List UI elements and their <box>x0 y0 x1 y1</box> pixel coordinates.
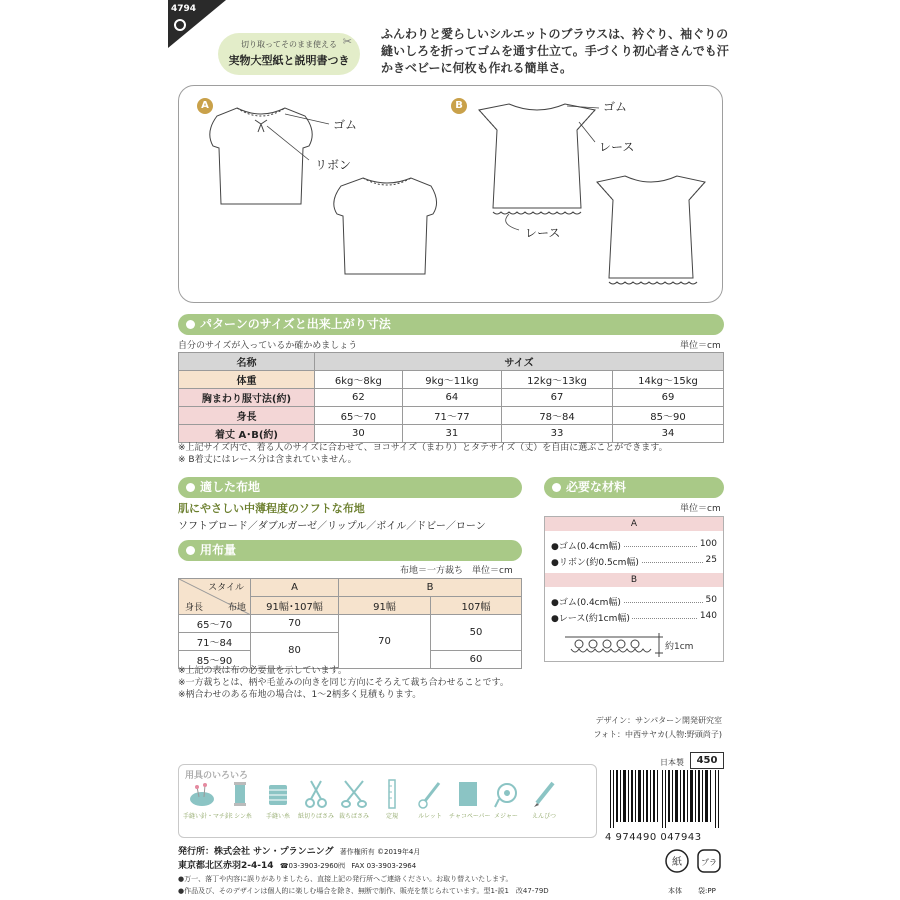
corner-circle-icon <box>174 19 186 31</box>
footer-notes <box>178 873 549 897</box>
fabric-section-title: 適した布地 <box>200 480 261 494</box>
blouse-a-back <box>334 178 437 274</box>
corner-height-label: 身長 <box>185 603 204 613</box>
yardage-col-b: B <box>339 579 522 597</box>
list-item <box>551 611 717 624</box>
made-in-label: 日本製 <box>660 758 684 767</box>
yardage-table <box>178 578 522 669</box>
cell: 62 <box>315 389 403 407</box>
size-footnotes <box>178 442 724 466</box>
badge-title: 実物大型紙と説明書つき <box>228 54 350 67</box>
materials-section-header <box>544 477 724 498</box>
product-code: 4794 <box>171 4 197 14</box>
cell: 64 <box>402 389 501 407</box>
style-a-marker: A <box>197 98 213 114</box>
tool-item <box>525 779 563 820</box>
cell: 50 <box>431 615 522 651</box>
publisher-info <box>178 845 420 873</box>
label-a-ribbon: リボン <box>315 158 352 172</box>
material-name: ●ゴム(0.4cm幅) <box>551 542 621 552</box>
yardage-section-title: 用布量 <box>200 543 237 557</box>
tool-item <box>373 779 411 820</box>
style-b-marker: B <box>451 98 467 114</box>
footnote: ※一方裁ちとは、柄や毛並みの向きを同じ方向にそろえて裁ち合わせることです。 <box>178 678 509 688</box>
table-row <box>179 615 522 633</box>
material-value: 140 <box>699 611 717 621</box>
paper-recycle-icon <box>664 848 690 878</box>
label-a-gom: ゴム <box>333 118 358 132</box>
pencil-icon <box>529 779 559 809</box>
paper-mark-text: 紙 <box>672 857 682 868</box>
paper-recycle-mark <box>664 848 690 874</box>
eco-pp-label: 袋:PP <box>698 887 716 895</box>
publisher-copyright: 著作権所有 ©2019年4月 <box>339 848 421 856</box>
corner-fabric-label: 布地 <box>227 603 246 613</box>
tool-label: 定規 <box>385 813 398 820</box>
tool-label: 手縫い針・マチ針 <box>183 813 232 820</box>
cell: 85〜90 <box>613 407 724 425</box>
material-value: 50 <box>705 595 717 605</box>
paper-scissors-icon <box>301 779 331 809</box>
footnote: ※上記サイズ内で、着る人のサイズに合わせて、ヨコサイズ（まわり）とタテサイズ（丈）を自由に選ぶことができます。 <box>178 443 668 453</box>
tracing-wheel-icon <box>415 779 445 809</box>
tool-item <box>487 779 525 820</box>
thread-spool-icon <box>225 779 255 809</box>
table-row <box>179 389 724 407</box>
lace-sample-icon <box>565 631 665 661</box>
tool-item <box>411 779 449 820</box>
tool-label: 裁ちばさみ <box>338 813 369 820</box>
cell: 60 <box>431 651 522 669</box>
size-section-header <box>178 314 724 335</box>
height-cell: 65〜70 <box>179 615 251 633</box>
yardage-section-header <box>178 540 522 561</box>
tape-measure-icon <box>491 779 521 809</box>
size-note: 自分のサイズが入っているか確かめましょう <box>178 341 358 351</box>
pincushion-icon <box>187 779 217 809</box>
intro-text: ふんわりと愛らしいシルエットのブラウスは、衿ぐり、袖ぐりの縫いしろを折ってゴムを通す仕立て。手づくり初心者さんでも汗かきベビーに何枚も作れる簡単さ。 <box>381 27 729 75</box>
size-col-name: 名称 <box>179 353 315 371</box>
yardage-col-a: A <box>251 579 339 597</box>
pattern-envelope-back <box>168 0 732 900</box>
size-unit: 単位＝cm <box>680 341 721 351</box>
barcode-icon <box>608 770 723 828</box>
materials-box <box>544 516 724 662</box>
cell: 34 <box>613 425 724 443</box>
materials-section-title: 必要な材料 <box>566 480 627 494</box>
yardage-sub-b91: 91幅 <box>339 597 431 615</box>
label-b-lace-1: レース <box>599 140 635 154</box>
tool-label: ミシン糸 <box>228 813 252 820</box>
price-box: 450 <box>690 752 724 769</box>
row-label: 身長 <box>179 407 315 425</box>
size-table <box>178 352 724 443</box>
badge-subtitle: 切り取ってそのまま使える <box>241 40 337 49</box>
tools-panel <box>178 764 597 838</box>
footer-note: ●万一、落丁や内容に誤りがありましたら、直接上記の発行所へご連絡ください。お取り替えいたします。 <box>178 875 513 883</box>
cell: 12kg〜13kg <box>502 371 613 389</box>
height-cell: 71〜84 <box>179 633 251 651</box>
materials-unit: 単位＝cm <box>680 504 721 514</box>
label-b-lace-2: レース <box>525 226 561 240</box>
tool-label: チャコペーパー <box>449 813 491 820</box>
materials-group-a: A <box>545 517 723 531</box>
cell: 70 <box>251 615 339 633</box>
footnote: ※柄合わせのある布地の場合は、1〜2柄多く見積もります。 <box>178 690 422 700</box>
height-cell: 85〜90 <box>179 651 251 669</box>
eco-paper-label: 本体 <box>668 887 682 895</box>
cell: 30 <box>315 425 403 443</box>
cell: 65〜70 <box>315 407 403 425</box>
tool-label: ルレット <box>418 813 442 820</box>
cell: 71〜77 <box>402 407 501 425</box>
cell: 33 <box>502 425 613 443</box>
material-name: ●ゴム(0.4cm幅) <box>551 598 621 608</box>
cell: 78〜84 <box>502 407 613 425</box>
credit-design: デザイン：サンパターン開発研究室 <box>595 716 722 725</box>
cell: 6kg〜8kg <box>315 371 403 389</box>
cell: 31 <box>402 425 501 443</box>
fabric-section-header <box>178 477 522 498</box>
tool-item <box>449 779 491 820</box>
credit-photo: フォト：中西サヤカ(人物:野頭尚子) <box>593 730 722 739</box>
blouse-b-front <box>479 104 595 208</box>
plastic-recycle-icon <box>696 848 722 878</box>
label-b-gom: ゴム <box>603 100 628 114</box>
publisher-address: 東京都北区赤羽2-4-14 <box>178 861 274 871</box>
list-item <box>551 539 717 552</box>
row-label: 体重 <box>179 371 315 389</box>
tool-label: メジャー <box>494 813 518 820</box>
table-row <box>179 425 724 443</box>
publisher-phone: ☎03-3903-2960㈹ <box>279 862 346 870</box>
barcode-number: 4 974490 047943 <box>605 832 702 843</box>
blouse-b-back <box>597 176 705 278</box>
tool-item <box>297 779 335 820</box>
row-label: 胸まわり服寸法(約) <box>179 389 315 407</box>
tools-title: 用具のいろいろ <box>185 771 249 781</box>
material-value: 100 <box>699 539 717 549</box>
ruler-icon <box>377 779 407 809</box>
material-name: ●レース(約1cm幅) <box>551 614 630 624</box>
tool-label: 紙切りばさみ <box>297 813 334 820</box>
tool-item <box>221 779 259 820</box>
footer-note: ●作品及び、そのデザインは個人的に楽しむ場合を除き、無断で制作、販売を禁じられています。型1-説1 改47-79D <box>178 887 549 895</box>
list-item <box>551 555 717 568</box>
tool-label: 手縫い糸 <box>265 813 290 820</box>
tool-item <box>259 779 297 820</box>
size-col-size: サイズ <box>315 353 724 371</box>
tool-label: えんぴつ <box>531 813 556 820</box>
scissors-icon: ✂ <box>342 35 352 48</box>
cell: 14kg〜15kg <box>613 371 724 389</box>
pp-mark-text: プラ <box>701 858 717 867</box>
credits <box>593 714 722 742</box>
material-value: 25 <box>705 555 717 565</box>
yardage-sub-b107: 107幅 <box>431 597 522 615</box>
list-item <box>551 595 717 608</box>
row-label: 着丈 A･B(約) <box>179 425 315 443</box>
pattern-badge <box>218 33 360 75</box>
cell: 69 <box>613 389 724 407</box>
tool-item <box>183 779 232 820</box>
footnote: ※上記の表は布の必要量を示しています。 <box>178 666 347 676</box>
yardage-footnotes <box>178 665 538 701</box>
yardage-sub-a: 91幅･107幅 <box>251 597 339 615</box>
fabric-headline: 肌にやさしい中薄程度のソフトな布地 <box>178 502 365 515</box>
cell: 70 <box>339 615 431 669</box>
chalk-paper-icon <box>453 779 483 809</box>
cell: 80 <box>251 633 339 669</box>
fabric-list: ソフトブロード／ダブルガーゼ／リップル／ボイル／ドビー／ローン <box>178 521 486 532</box>
yardage-unit: 布地＝一方裁ち 単位＝cm <box>400 566 513 576</box>
blouse-drawings <box>179 86 724 304</box>
tool-item <box>335 779 373 820</box>
materials-group-b: B <box>545 573 723 587</box>
illustration-panel <box>178 85 723 303</box>
material-name: ●リボン(約0.5cm幅) <box>551 558 639 568</box>
publisher-name: 発行所：株式会社 サン・プランニング <box>178 847 334 857</box>
hand-thread-icon <box>263 779 293 809</box>
yardage-corner-cell <box>179 579 251 615</box>
table-row <box>179 407 724 425</box>
blouse-a-front <box>210 108 312 204</box>
publisher-fax: FAX 03-3903-2964 <box>351 862 417 870</box>
footnote: ※ B着丈にはレース分は含まれていません。 <box>178 455 357 465</box>
table-row <box>179 371 724 389</box>
plastic-recycle-mark <box>696 848 722 874</box>
corner-style-label: スタイル <box>208 583 244 593</box>
lace-width-label: 約1cm <box>665 642 694 652</box>
fabric-scissors-icon <box>339 779 369 809</box>
cell: 9kg〜11kg <box>402 371 501 389</box>
size-section-title: パターンのサイズと出来上がり寸法 <box>200 317 391 331</box>
cell: 67 <box>502 389 613 407</box>
